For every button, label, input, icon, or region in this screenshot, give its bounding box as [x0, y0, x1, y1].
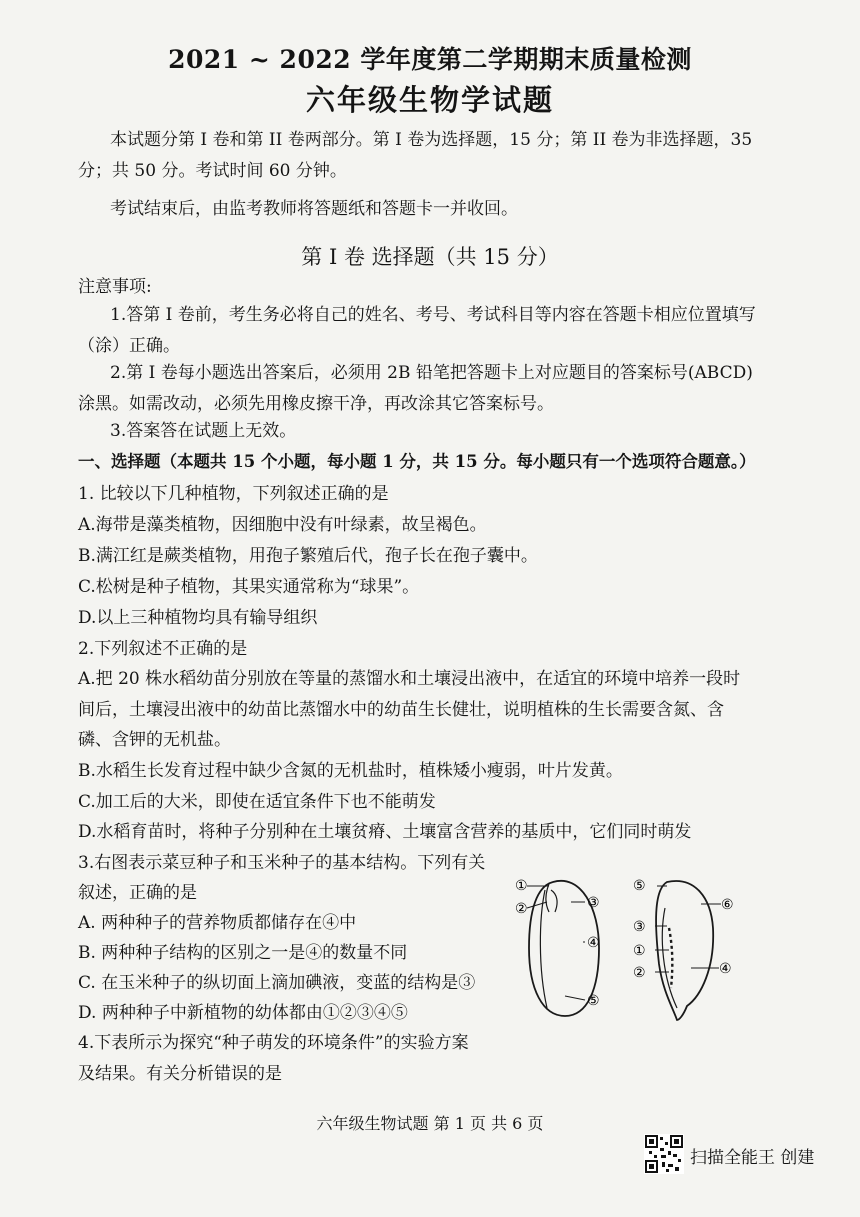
q2-option-a-line3: 磷、含钾的无机盐。: [78, 730, 231, 750]
part-one-heading: 一、选择题（本题共 15 个小题，每小题 1 分，共 15 分。每小题只有一个选项符合题意。）: [78, 452, 756, 471]
corn-label-4: ④: [719, 961, 732, 977]
notice-item-2: 2.第 I 卷每小题选出答案后，必须用 2B 铅笔把答题卡上对应题目的答案标号(ABCD)涂黑。如需改动，必须先用橡皮擦干净，再改涂其它答案标号。: [78, 363, 753, 414]
q3-option-b: B. 两种种子结构的区别之一是④的数量不同: [78, 943, 408, 963]
q3-stem-line2: 叙述，正确的是: [78, 883, 197, 903]
q4-stem-line2: 及结果。有关分析错误的是: [78, 1064, 282, 1084]
q1-option-a: A.海带是藻类植物，因细胞中没有叶绿素，故呈褐色。: [78, 515, 487, 535]
intro-paragraph-2: 考试结束后，由监考教师将答题纸和答题卡一并收回。: [110, 199, 518, 219]
corn-seed-diagram: [633, 878, 734, 1020]
q3-option-c: C. 在玉米种子的纵切面上滴加碘液，变蓝的结构是③: [78, 973, 476, 993]
q3-option-a: A. 两种种子的营养物质都储存在④中: [78, 913, 357, 933]
notice-item-3: 3.答案答在试题上无效。: [110, 421, 297, 441]
page-footer: 六年级生物试题 第 1 页 共 6 页: [316, 1114, 544, 1133]
exam-title: 2021 ~ 2022 学年度第二学期期末质量检测: [168, 45, 692, 74]
bean-label-5: ⑤: [587, 993, 600, 1009]
qr-code-icon: [644, 1134, 684, 1174]
q1-option-b: B.满江红是蕨类植物，用孢子繁殖后代，孢子长在孢子囊中。: [78, 546, 538, 566]
bean-label-3: ③: [587, 895, 600, 911]
bean-label-1: ①: [515, 878, 528, 894]
corn-label-2: ②: [633, 965, 646, 981]
notice-label: 注意事项:: [78, 277, 152, 297]
intro-paragraph-1: 本试题分第 I 卷和第 II 卷两部分。第 I 卷为选择题，15 分；第 II 卷为非选择题，35 分；共 50 分。考试时间 60 分钟。: [78, 130, 753, 181]
q1-option-c: C.松树是种子植物，其果实通常称为“球果”。: [78, 577, 420, 597]
q2-option-a-line2: 间后，土壤浸出液中的幼苗比蒸馏水中的幼苗生长健壮，说明植株的生长需要含氮、含: [78, 700, 724, 720]
notice-item-1: 1.答第 I 卷前，考生务必将自己的姓名、考号、考试科目等内容在答题卡相应位置填写（涂）正确。: [78, 305, 756, 356]
q1-stem: 1. 比较以下几种植物，下列叙述正确的是: [78, 484, 389, 504]
bean-seed-diagram: [515, 878, 600, 1016]
q2-option-c: C.加工后的大米，即使在适宜条件下也不能萌发: [78, 792, 436, 812]
q3-stem-line1: 3.右图表示菜豆种子和玉米种子的基本结构。下列有关: [78, 853, 486, 873]
corn-label-1: ①: [633, 943, 646, 959]
corn-label-3: ③: [633, 919, 646, 935]
section-title: 第 I 卷 选择题（共 15 分）: [301, 245, 559, 269]
scanner-watermark: 扫描全能王 创建: [690, 1148, 815, 1168]
q4-stem-line1: 4.下表所示为探究“种子萌发的环境条件”的实验方案: [78, 1033, 469, 1053]
seed-structure-diagram: [505, 868, 765, 1028]
q2-option-b: B.水稻生长发育过程中缺少含氮的无机盐时，植株矮小瘦弱，叶片发黄。: [78, 761, 623, 781]
bean-label-2: ②: [515, 901, 528, 917]
q2-stem: 2.下列叙述不正确的是: [78, 639, 248, 659]
q2-option-a-line1: A.把 20 株水稻幼苗分别放在等量的蒸馏水和土壤浸出液中，在适宜的环境中培养一段时: [78, 669, 741, 689]
corn-label-6: ⑥: [721, 897, 734, 913]
corn-label-5: ⑤: [633, 878, 646, 894]
q3-option-d: D. 两种种子中新植物的幼体都由①②③④⑤: [78, 1003, 408, 1023]
q2-option-d: D.水稻育苗时，将种子分别种在土壤贫瘠、土壤富含营养的基质中，它们同时萌发: [78, 822, 692, 842]
exam-subtitle: 六年级生物学试题: [305, 83, 554, 117]
bean-label-4: ④: [587, 935, 600, 951]
q1-option-d: D.以上三种植物均具有输导组织: [78, 608, 318, 628]
